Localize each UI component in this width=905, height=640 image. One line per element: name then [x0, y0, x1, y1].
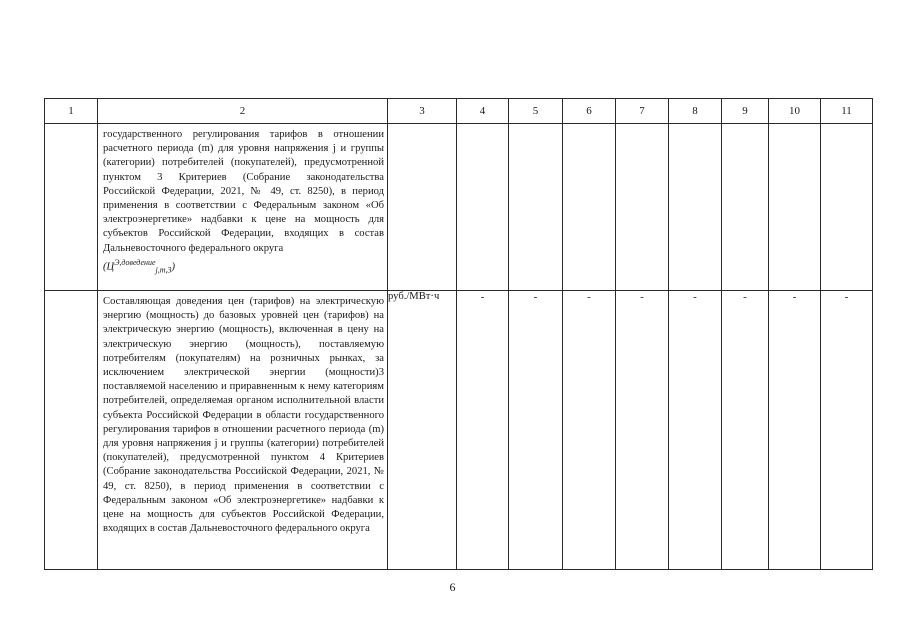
value-cell	[563, 124, 616, 291]
column-header: 5	[509, 99, 563, 124]
row-number-cell	[45, 291, 98, 570]
tariff-table	[44, 98, 873, 570]
column-header: 9	[722, 99, 769, 124]
column-header: 7	[616, 99, 669, 124]
description-text: Составляющая доведения цен (тарифов) на электрическую энергию (мощность) до базовых уровней цен (тарифов) на электрическую энергию (мощность), включенная в цену на электрическую энергию (мощность), поставляемую потребителям (покупателям) на розничных рынках, за исключением электрической энергии (мощности)3 поставляемой населению и приравненным к нему категориям потребителей, определяемая органом исполнительной власти субъекта Российской Федерации в области государственного регулирования тарифов в отношении расчетного периода (m) для уровня напряжения j и группы (категории) потребителей (покупателей), предусмотренной пунктом 4 Критериев (Собрание законодательства Российской Федерации, 2021, № 49, ст. 8250), в период применения в соответствии с Федеральным законом «Об электроэнергетике» надбавки к цене на мощность для субъектов Российской Федерации, входящих в состав Дальневосточного федерального округа	[103, 296, 384, 535]
column-header: 6	[563, 99, 616, 124]
column-header: 4	[457, 99, 509, 124]
unit-cell: руб./МВт·ч	[388, 291, 457, 570]
value-cell: -	[769, 291, 821, 570]
value-cell: -	[722, 291, 769, 570]
description-cell	[98, 291, 388, 570]
value-cell	[669, 124, 722, 291]
unit-cell	[388, 124, 457, 291]
value-cell	[821, 124, 873, 291]
value-cell	[509, 124, 563, 291]
column-header: 8	[669, 99, 722, 124]
column-header: 1	[45, 99, 98, 124]
table-row	[45, 124, 873, 291]
value-cell: -	[563, 291, 616, 570]
value-cell: -	[821, 291, 873, 570]
formula-symbol	[103, 256, 384, 278]
column-header: 11	[821, 99, 873, 124]
header-row	[45, 99, 873, 124]
description-cell	[98, 124, 388, 291]
value-cell: -	[616, 291, 669, 570]
value-cell	[616, 124, 669, 291]
value-cell	[722, 124, 769, 291]
symbol-superscript: Э,доведение	[114, 257, 156, 267]
value-cell	[457, 124, 509, 291]
row-number-cell	[45, 124, 98, 291]
value-cell	[769, 124, 821, 291]
column-header: 2	[98, 99, 388, 124]
table-row	[45, 291, 873, 570]
symbol-base: (Ц	[103, 261, 115, 273]
column-header: 3	[388, 99, 457, 124]
symbol-subscript: j,m,3	[155, 265, 172, 275]
description-text: государственного регулирования тарифов в отношении расчетного периода (m) для уровня напряжения j и группы (категории) потребителей (покупателей), предусмотренной пунктом 3 Критериев (Собрание законодательства Российской Федерации, 2021, № 49, ст. 8250), в период применения в соответствии с Федеральным законом «Об электроэнергетике» надбавки к цене на мощность для субъектов Российской Федерации, входящих в состав Дальневосточного федерального округа	[103, 129, 384, 254]
symbol-close: )	[171, 261, 176, 273]
column-header: 10	[769, 99, 821, 124]
value-cell: -	[669, 291, 722, 570]
value-cell: -	[509, 291, 563, 570]
value-cell: -	[457, 291, 509, 570]
page-number: 6	[449, 580, 456, 594]
